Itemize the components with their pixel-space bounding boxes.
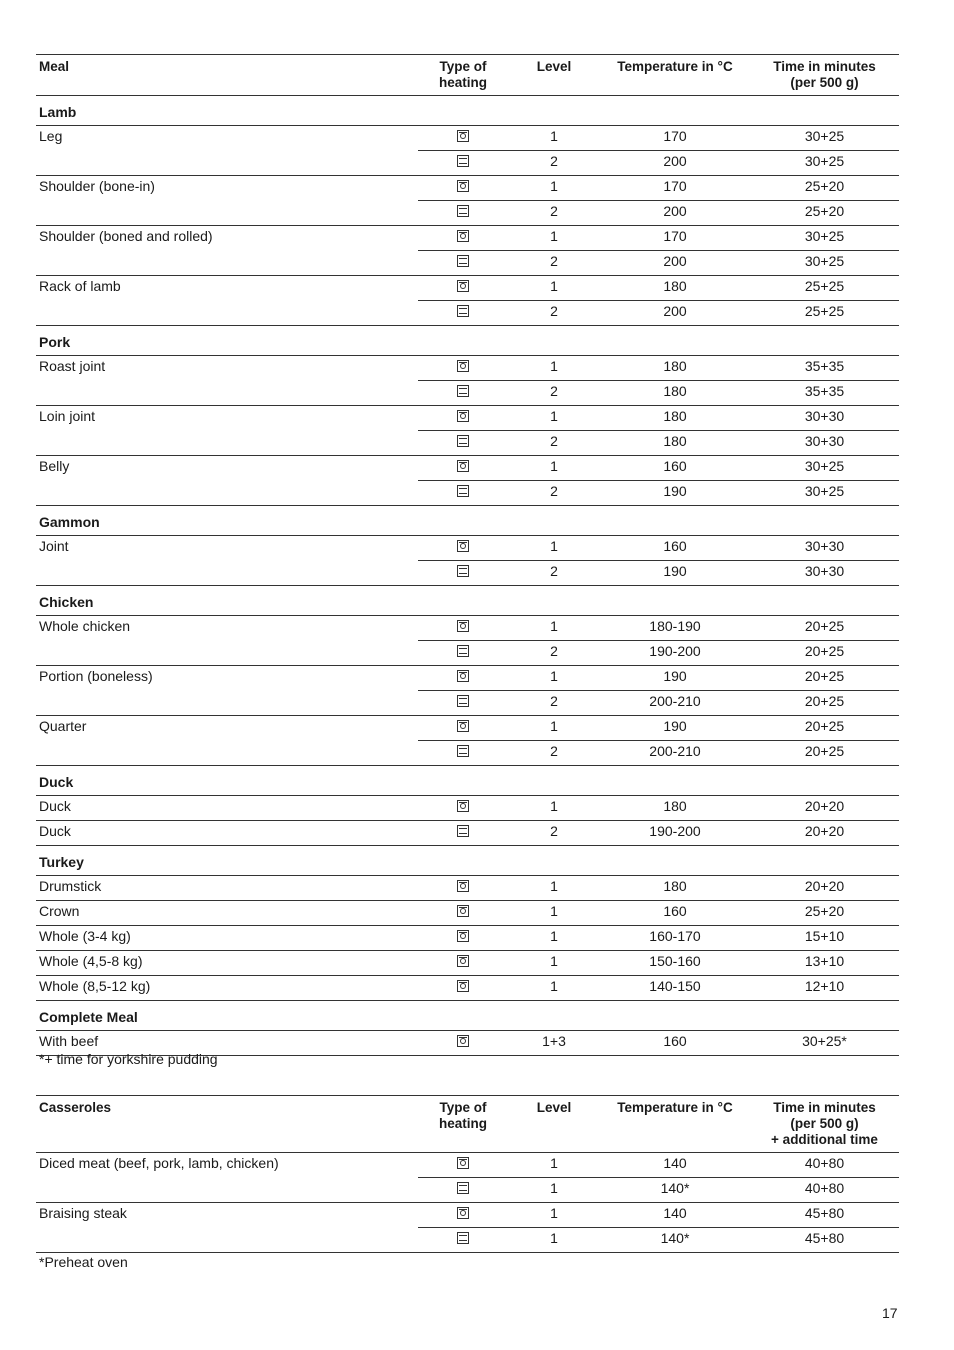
table-row xyxy=(36,126,899,151)
header-level: Level xyxy=(536,1100,572,1115)
hot-air-fan-icon xyxy=(457,980,469,992)
table-row xyxy=(36,176,899,201)
level-value: 2 xyxy=(550,823,558,839)
hot-air-fan-icon xyxy=(457,540,469,552)
time-value: 35+35 xyxy=(804,358,845,374)
table-row xyxy=(36,691,899,716)
level-value: 1 xyxy=(550,718,558,734)
hot-air-fan-icon xyxy=(457,460,469,472)
time-value: 20+20 xyxy=(804,798,845,814)
meal-name: Whole (3-4 kg) xyxy=(39,928,131,944)
top-bottom-heat-icon xyxy=(457,565,469,577)
heating-type-cell xyxy=(418,823,508,839)
category-label: Complete Meal xyxy=(39,1009,138,1025)
time-value: 30+25* xyxy=(802,1033,847,1049)
table-row xyxy=(36,1153,899,1178)
temperature-value: 140* xyxy=(660,1230,690,1246)
table-row xyxy=(36,251,899,276)
heating-type-cell xyxy=(418,668,508,684)
header-level: Level xyxy=(536,59,572,74)
table-row xyxy=(36,431,899,456)
level-value: 2 xyxy=(550,383,558,399)
temperature-value: 200-210 xyxy=(649,693,701,709)
level-value: 2 xyxy=(550,253,558,269)
temperature-value: 180-190 xyxy=(649,618,701,634)
level-value: 1 xyxy=(550,1155,558,1171)
temperature-value: 200 xyxy=(663,303,687,319)
level-value: 1 xyxy=(550,278,558,294)
table-body xyxy=(36,1153,899,1253)
temperature-value: 140-150 xyxy=(649,978,701,994)
heating-type-cell xyxy=(418,1230,508,1246)
heating-type-cell xyxy=(418,1180,508,1196)
temperature-value: 160 xyxy=(663,903,687,919)
level-value: 1 xyxy=(550,538,558,554)
table-row xyxy=(36,901,899,926)
meal-name: Duck xyxy=(39,823,71,839)
top-bottom-heat-icon xyxy=(457,485,469,497)
table-row xyxy=(36,641,899,666)
top-bottom-heat-icon xyxy=(457,825,469,837)
temperature-value: 170 xyxy=(663,128,687,144)
level-value: 2 xyxy=(550,483,558,499)
level-value: 1 xyxy=(550,953,558,969)
temperature-value: 200 xyxy=(663,203,687,219)
table-header xyxy=(36,54,899,96)
temperature-value: 160 xyxy=(663,1033,687,1049)
temperature-value: 190-200 xyxy=(649,643,701,659)
table-body xyxy=(36,96,899,1056)
hot-air-fan-icon xyxy=(457,130,469,142)
meal-name: Quarter xyxy=(39,718,87,734)
temperature-value: 140 xyxy=(663,1205,687,1221)
level-value: 2 xyxy=(550,433,558,449)
time-value: 20+25 xyxy=(804,693,845,709)
level-value: 1 xyxy=(550,928,558,944)
heating-type-cell xyxy=(418,978,508,994)
temperature-value: 180 xyxy=(663,433,687,449)
category-row xyxy=(36,326,899,356)
heating-type-cell xyxy=(418,228,508,244)
table-row xyxy=(36,976,899,1001)
hot-air-fan-icon xyxy=(457,1207,469,1219)
header-meal: Meal xyxy=(39,59,70,74)
heating-type-cell xyxy=(418,953,508,969)
table-row xyxy=(36,201,899,226)
heating-type-cell xyxy=(418,903,508,919)
temperature-value: 180 xyxy=(663,278,687,294)
hot-air-fan-icon xyxy=(457,930,469,942)
temperature-value: 140 xyxy=(663,1155,687,1171)
temperature-value: 180 xyxy=(663,878,687,894)
temperature-value: 170 xyxy=(663,228,687,244)
level-value: 2 xyxy=(550,203,558,219)
category-row xyxy=(36,766,899,796)
temperature-value: 150-160 xyxy=(649,953,701,969)
heating-type-cell xyxy=(418,1205,508,1221)
meal-name: Belly xyxy=(39,458,70,474)
meal-name: Shoulder (boned and rolled) xyxy=(39,228,213,244)
level-value: 1 xyxy=(550,1205,558,1221)
time-value: 25+25 xyxy=(804,278,845,294)
heating-type-cell xyxy=(418,563,508,579)
time-value: 25+20 xyxy=(804,903,845,919)
temperature-value: 190 xyxy=(663,668,687,684)
hot-air-fan-icon xyxy=(457,360,469,372)
table-row xyxy=(36,616,899,641)
meal-name: Drumstick xyxy=(39,878,102,894)
table-row xyxy=(36,741,899,766)
heating-type-cell xyxy=(418,458,508,474)
table-row xyxy=(36,151,899,176)
table-row xyxy=(36,666,899,691)
table-row xyxy=(36,406,899,431)
meat-roasting-table xyxy=(36,54,899,1056)
time-value: 30+25 xyxy=(804,128,845,144)
category-row xyxy=(36,96,899,126)
time-value: 30+25 xyxy=(804,153,845,169)
category-row xyxy=(36,1001,899,1031)
table-row xyxy=(36,456,899,481)
level-value: 2 xyxy=(550,743,558,759)
level-value: 2 xyxy=(550,563,558,579)
temperature-value: 180 xyxy=(663,408,687,424)
hot-air-fan-icon xyxy=(457,955,469,967)
level-value: 1 xyxy=(550,458,558,474)
row-divider xyxy=(36,1252,899,1253)
casseroles-table xyxy=(36,1095,899,1253)
top-bottom-heat-icon xyxy=(457,1182,469,1194)
hot-air-fan-icon xyxy=(457,880,469,892)
time-value: 20+25 xyxy=(804,643,845,659)
heating-type-cell xyxy=(418,693,508,709)
heating-type-cell xyxy=(418,618,508,634)
table-row xyxy=(36,226,899,251)
top-bottom-heat-icon xyxy=(457,435,469,447)
table-row xyxy=(36,381,899,406)
top-bottom-heat-icon xyxy=(457,385,469,397)
temperature-value: 200 xyxy=(663,153,687,169)
category-label: Gammon xyxy=(39,514,100,530)
meal-name: With beef xyxy=(39,1033,99,1049)
meal-name: Rack of lamb xyxy=(39,278,121,294)
time-value: 35+35 xyxy=(804,383,845,399)
time-value: 40+80 xyxy=(804,1180,845,1196)
top-bottom-heat-icon xyxy=(457,645,469,657)
table-row xyxy=(36,561,899,586)
table-row xyxy=(36,821,899,846)
temperature-value: 160 xyxy=(663,538,687,554)
hot-air-fan-icon xyxy=(457,230,469,242)
time-value: 20+25 xyxy=(804,668,845,684)
table-row xyxy=(36,276,899,301)
level-value: 2 xyxy=(550,153,558,169)
table-row xyxy=(36,481,899,506)
top-bottom-heat-icon xyxy=(457,745,469,757)
time-value: 30+30 xyxy=(804,538,845,554)
category-label: Duck xyxy=(39,774,74,790)
level-value: 1 xyxy=(550,878,558,894)
category-label: Chicken xyxy=(39,594,94,610)
category-label: Turkey xyxy=(39,854,84,870)
time-value: 25+25 xyxy=(804,303,845,319)
time-value: 30+30 xyxy=(804,563,845,579)
meal-name: Portion (boneless) xyxy=(39,668,153,684)
meal-name: Braising steak xyxy=(39,1205,127,1221)
level-value: 1 xyxy=(550,228,558,244)
level-value: 1 xyxy=(550,978,558,994)
hot-air-fan-icon xyxy=(457,1035,469,1047)
meal-name: Crown xyxy=(39,903,80,919)
level-value: 1 xyxy=(550,1230,558,1246)
top-bottom-heat-icon xyxy=(457,1232,469,1244)
level-value: 2 xyxy=(550,303,558,319)
time-value: 45+80 xyxy=(804,1230,845,1246)
heating-type-cell xyxy=(418,303,508,319)
heating-type-cell xyxy=(418,878,508,894)
time-value: 25+20 xyxy=(804,203,845,219)
temperature-value: 200 xyxy=(663,253,687,269)
table-row xyxy=(36,301,899,326)
meal-name: Shoulder (bone-in) xyxy=(39,178,155,194)
header-time: Time in minutes (per 500 g) xyxy=(773,59,876,90)
hot-air-fan-icon xyxy=(457,720,469,732)
footnote-preheat: *Preheat oven xyxy=(39,1254,128,1270)
meal-name: Diced meat (beef, pork, lamb, chicken) xyxy=(39,1155,279,1171)
time-value: 30+30 xyxy=(804,433,845,449)
header-type-of-heating: Type of heating xyxy=(438,59,487,90)
time-value: 30+30 xyxy=(804,408,845,424)
temperature-value: 160-170 xyxy=(649,928,701,944)
hot-air-fan-icon xyxy=(457,410,469,422)
heating-type-cell xyxy=(418,483,508,499)
temperature-value: 190 xyxy=(663,483,687,499)
category-row xyxy=(36,846,899,876)
level-value: 1 xyxy=(550,128,558,144)
heating-type-cell xyxy=(418,383,508,399)
heating-type-cell xyxy=(418,253,508,269)
temperature-value: 160 xyxy=(663,458,687,474)
header-time: Time in minutes (per 500 g) + additional time xyxy=(771,1100,878,1147)
temperature-value: 190 xyxy=(663,563,687,579)
table-row xyxy=(36,716,899,741)
hot-air-fan-icon xyxy=(457,1157,469,1169)
time-value: 30+25 xyxy=(804,253,845,269)
heating-type-cell xyxy=(418,358,508,374)
top-bottom-heat-icon xyxy=(457,205,469,217)
table-row xyxy=(36,536,899,561)
heating-type-cell xyxy=(418,1155,508,1171)
level-value: 1 xyxy=(550,668,558,684)
time-value: 20+25 xyxy=(804,618,845,634)
hot-air-fan-icon xyxy=(457,800,469,812)
heating-type-cell xyxy=(418,203,508,219)
footnote-yorkshire: *+ time for yorkshire pudding xyxy=(39,1051,218,1067)
category-label: Pork xyxy=(39,334,71,350)
meal-name: Roast joint xyxy=(39,358,106,374)
time-value: 15+10 xyxy=(804,928,845,944)
hot-air-fan-icon xyxy=(457,905,469,917)
meal-name: Whole chicken xyxy=(39,618,131,634)
category-row xyxy=(36,586,899,616)
temperature-value: 180 xyxy=(663,798,687,814)
temperature-value: 190 xyxy=(663,718,687,734)
hot-air-fan-icon xyxy=(457,180,469,192)
time-value: 30+25 xyxy=(804,483,845,499)
page-number: 17 xyxy=(882,1305,898,1321)
category-row xyxy=(36,506,899,536)
level-value: 2 xyxy=(550,643,558,659)
heating-type-cell xyxy=(418,433,508,449)
time-value: 20+20 xyxy=(804,823,845,839)
meal-name: Leg xyxy=(39,128,63,144)
time-value: 45+80 xyxy=(804,1205,845,1221)
meal-name: Joint xyxy=(39,538,69,554)
meal-name: Whole (4,5-8 kg) xyxy=(39,953,143,969)
time-value: 25+20 xyxy=(804,178,845,194)
heating-type-cell xyxy=(418,798,508,814)
level-value: 1 xyxy=(550,178,558,194)
top-bottom-heat-icon xyxy=(457,695,469,707)
table-row xyxy=(36,926,899,951)
temperature-value: 200-210 xyxy=(649,743,701,759)
level-value: 1 xyxy=(550,618,558,634)
heating-type-cell xyxy=(418,178,508,194)
table-row xyxy=(36,876,899,901)
time-value: 30+25 xyxy=(804,458,845,474)
time-value: 20+25 xyxy=(804,718,845,734)
heating-type-cell xyxy=(418,1033,508,1049)
header-casseroles: Casseroles xyxy=(39,1100,112,1115)
heating-type-cell xyxy=(418,153,508,169)
time-value: 20+25 xyxy=(804,743,845,759)
meal-name: Whole (8,5-12 kg) xyxy=(39,978,151,994)
time-value: 12+10 xyxy=(804,978,845,994)
header-type-of-heating: Type of heating xyxy=(438,1100,487,1131)
level-value: 1 xyxy=(550,1180,558,1196)
temperature-value: 170 xyxy=(663,178,687,194)
time-value: 20+20 xyxy=(804,878,845,894)
hot-air-fan-icon xyxy=(457,670,469,682)
table-header xyxy=(36,1095,899,1153)
heating-type-cell xyxy=(418,278,508,294)
heating-type-cell xyxy=(418,538,508,554)
header-temperature: Temperature in °C xyxy=(617,59,733,74)
time-value: 30+25 xyxy=(804,228,845,244)
meal-name: Loin joint xyxy=(39,408,96,424)
category-label: Lamb xyxy=(39,104,77,120)
time-value: 40+80 xyxy=(804,1155,845,1171)
heating-type-cell xyxy=(418,643,508,659)
table-row xyxy=(36,951,899,976)
temperature-value: 140* xyxy=(660,1180,690,1196)
level-value: 1 xyxy=(550,408,558,424)
table-row xyxy=(36,1203,899,1228)
header-temperature: Temperature in °C xyxy=(617,1100,733,1115)
meal-name: Duck xyxy=(39,798,71,814)
hot-air-fan-icon xyxy=(457,280,469,292)
top-bottom-heat-icon xyxy=(457,155,469,167)
table-row xyxy=(36,356,899,381)
heating-type-cell xyxy=(418,718,508,734)
level-value: 1+3 xyxy=(542,1033,566,1049)
table-row xyxy=(36,1178,899,1203)
heating-type-cell xyxy=(418,743,508,759)
heating-type-cell xyxy=(418,128,508,144)
table-row xyxy=(36,796,899,821)
top-bottom-heat-icon xyxy=(457,255,469,267)
temperature-value: 180 xyxy=(663,383,687,399)
time-value: 13+10 xyxy=(804,953,845,969)
hot-air-fan-icon xyxy=(457,620,469,632)
table-row xyxy=(36,1228,899,1253)
level-value: 1 xyxy=(550,798,558,814)
heating-type-cell xyxy=(418,408,508,424)
temperature-value: 190-200 xyxy=(649,823,701,839)
heating-type-cell xyxy=(418,928,508,944)
level-value: 1 xyxy=(550,903,558,919)
temperature-value: 180 xyxy=(663,358,687,374)
level-value: 2 xyxy=(550,693,558,709)
top-bottom-heat-icon xyxy=(457,305,469,317)
level-value: 1 xyxy=(550,358,558,374)
